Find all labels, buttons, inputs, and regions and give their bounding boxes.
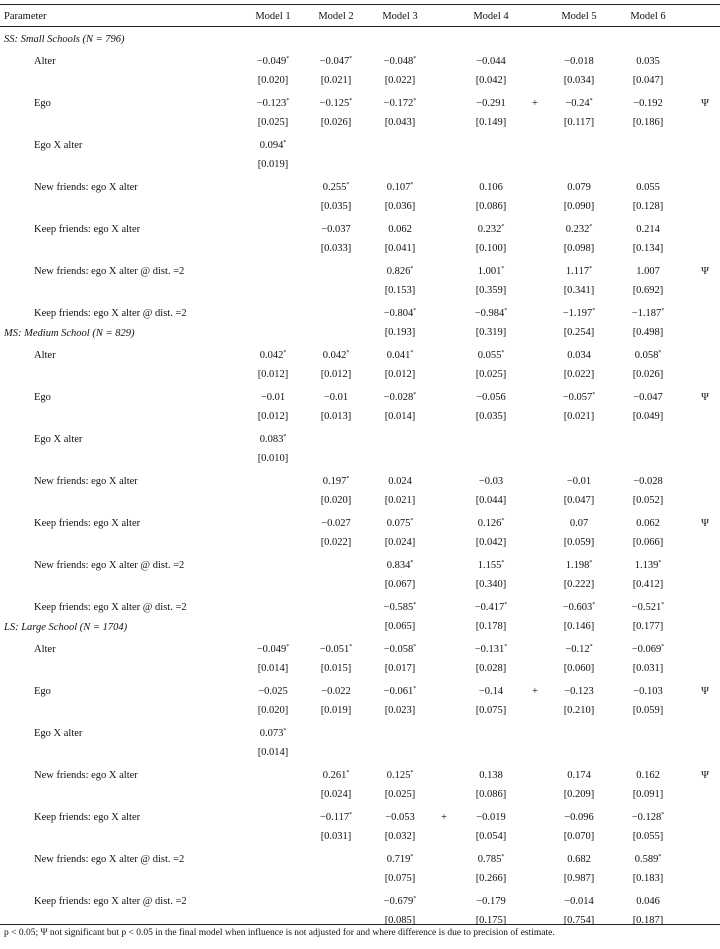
table-top-rule — [0, 4, 720, 5]
estimate-cell: −0.128* — [631, 812, 665, 823]
estimate-cell: −0.103 — [633, 686, 663, 697]
std-error-cell: [0.021] — [320, 75, 352, 86]
header-model: Model 1 — [255, 11, 291, 22]
std-error-cell: [0.044] — [475, 495, 507, 506]
std-error-cell: [0.070] — [563, 831, 595, 842]
estimate-cell: −0.521* — [631, 602, 665, 613]
estimate-cell: −0.24* — [565, 98, 593, 109]
header-model: Model 4 — [473, 11, 509, 22]
estimate-cell: 1.117* — [565, 266, 593, 277]
std-error-cell: [0.036] — [384, 201, 416, 212]
estimate-cell: 0.785* — [477, 854, 505, 865]
estimate-cell: 0.214 — [636, 224, 660, 235]
estimate-cell: 0.255* — [322, 182, 350, 193]
std-error-cell: [0.026] — [632, 369, 664, 380]
estimate-cell: −0.047 — [633, 392, 663, 403]
std-error-cell: [0.020] — [320, 495, 352, 506]
std-error-cell: [0.012] — [320, 369, 352, 380]
estimate-cell: −0.12* — [565, 644, 593, 655]
std-error-cell: [0.222] — [563, 579, 595, 590]
std-error-cell: [0.209] — [563, 789, 595, 800]
std-error-cell: [0.187] — [632, 915, 664, 926]
std-error-cell: [0.412] — [632, 579, 664, 590]
std-error-cell: [0.019] — [320, 705, 352, 716]
estimate-cell: 0.041* — [386, 350, 414, 361]
estimate-cell: 0.125* — [386, 770, 414, 781]
estimate-cell: 0.079 — [567, 182, 591, 193]
std-error-cell: [0.091] — [632, 789, 664, 800]
estimate-cell: 1.198* — [565, 560, 593, 571]
row-label: New friends: ego X alter @ dist. =2 — [34, 854, 185, 865]
header-model: Model 3 — [382, 11, 418, 22]
estimate-cell: −0.051* — [319, 644, 353, 655]
std-error-cell: [0.987] — [563, 873, 595, 884]
estimate-cell: 0.055* — [477, 350, 505, 361]
table-header-rule — [0, 26, 720, 27]
std-error-cell: [0.047] — [563, 495, 595, 506]
row-label: New friends: ego X alter — [34, 770, 138, 781]
estimate-cell: −0.679* — [383, 896, 417, 907]
estimate-cell: −0.117* — [319, 812, 353, 823]
std-error-cell: [0.341] — [563, 285, 595, 296]
estimate-cell: 0.034 — [567, 350, 591, 361]
estimate-cell: −0.037 — [321, 224, 351, 235]
std-error-cell: [0.023] — [384, 705, 416, 716]
row-label: Keep friends: ego X alter — [34, 812, 141, 823]
std-error-cell: [0.117] — [563, 117, 595, 128]
estimate-cell: 0.834* — [386, 560, 414, 571]
row-label: Keep friends: ego X alter @ dist. =2 — [34, 896, 187, 907]
std-error-cell: [0.012] — [384, 369, 416, 380]
estimate-cell: −0.172* — [383, 98, 417, 109]
table-footnote: p < 0.05; Ψ not significant but p < 0.05 in the final model when influence is not adjusted for and where difference is due to precision of estimate. — [4, 928, 555, 938]
estimate-cell: −0.019 — [476, 812, 506, 823]
std-error-cell: [0.254] — [563, 327, 595, 338]
estimate-cell: 0.055 — [636, 182, 660, 193]
row-label: New friends: ego X alter @ dist. =2 — [34, 560, 185, 571]
row-label: Alter — [34, 644, 56, 655]
estimate-cell: 0.083* — [259, 434, 287, 445]
difference-marker: + — [532, 98, 538, 109]
estimate-cell: 0.682 — [567, 854, 591, 865]
std-error-cell: [0.033] — [320, 243, 352, 254]
estimate-cell: −0.014 — [564, 896, 594, 907]
row-label: New friends: ego X alter — [34, 476, 138, 487]
estimate-cell: −0.047* — [319, 56, 353, 67]
std-error-cell: [0.047] — [632, 75, 664, 86]
estimate-cell: −0.027 — [321, 518, 351, 529]
estimate-cell: 0.232* — [477, 224, 505, 235]
estimate-cell: −0.096 — [564, 812, 594, 823]
estimate-cell: −0.804* — [383, 308, 417, 319]
std-error-cell: [0.153] — [384, 285, 416, 296]
std-error-cell: [0.031] — [632, 663, 664, 674]
std-error-cell: [0.100] — [475, 243, 507, 254]
estimate-cell: −0.028 — [633, 476, 663, 487]
std-error-cell: [0.754] — [563, 915, 595, 926]
psi-marker: Ψ — [701, 770, 709, 781]
estimate-cell: 0.042* — [322, 350, 350, 361]
estimate-cell: 1.155* — [477, 560, 505, 571]
std-error-cell: [0.266] — [475, 873, 507, 884]
std-error-cell: [0.014] — [257, 747, 289, 758]
std-error-cell: [0.024] — [320, 789, 352, 800]
std-error-cell: [0.183] — [632, 873, 664, 884]
estimate-cell: −0.01 — [323, 392, 349, 403]
std-error-cell: [0.146] — [563, 621, 595, 632]
std-error-cell: [0.025] — [257, 117, 289, 128]
row-label: Alter — [34, 350, 56, 361]
estimate-cell: −0.03 — [478, 476, 504, 487]
header-parameter: Parameter — [4, 11, 47, 22]
estimate-cell: 0.126* — [477, 518, 505, 529]
std-error-cell: [0.067] — [384, 579, 416, 590]
estimate-cell: 0.094* — [259, 140, 287, 151]
row-label: Keep friends: ego X alter — [34, 518, 141, 529]
std-error-cell: [0.086] — [475, 201, 507, 212]
estimate-cell: 0.719* — [386, 854, 414, 865]
estimate-cell: 0.035 — [636, 56, 660, 67]
std-error-cell: [0.022] — [320, 537, 352, 548]
row-label: Ego — [34, 98, 51, 109]
estimate-cell: −0.022 — [321, 686, 351, 697]
section-title: MS: Medium School (N = 829) — [4, 328, 135, 339]
estimate-cell: −0.028* — [383, 392, 417, 403]
estimate-cell: −0.01 — [566, 476, 592, 487]
estimate-cell: −0.048* — [383, 56, 417, 67]
estimate-cell: −0.01 — [260, 392, 286, 403]
std-error-cell: [0.193] — [384, 327, 416, 338]
estimate-cell: −0.192 — [633, 98, 663, 109]
std-error-cell: [0.020] — [257, 75, 289, 86]
estimate-cell: 0.062 — [636, 518, 660, 529]
estimate-cell: 0.232* — [565, 224, 593, 235]
std-error-cell: [0.149] — [475, 117, 507, 128]
std-error-cell: [0.014] — [257, 663, 289, 674]
estimate-cell: −0.018 — [564, 56, 594, 67]
std-error-cell: [0.059] — [563, 537, 595, 548]
estimate-cell: −0.585* — [383, 602, 417, 613]
std-error-cell: [0.340] — [475, 579, 507, 590]
std-error-cell: [0.055] — [632, 831, 664, 842]
std-error-cell: [0.021] — [563, 411, 595, 422]
header-model: Model 6 — [630, 11, 666, 22]
std-error-cell: [0.022] — [563, 369, 595, 380]
psi-marker: Ψ — [701, 686, 709, 697]
std-error-cell: [0.020] — [257, 705, 289, 716]
std-error-cell: [0.060] — [563, 663, 595, 674]
estimate-cell: 0.589* — [634, 854, 662, 865]
row-label: Alter — [34, 56, 56, 67]
estimate-cell: 1.007 — [636, 266, 660, 277]
row-label: Ego X alter — [34, 728, 83, 739]
estimate-cell: −0.291 — [476, 98, 506, 109]
row-label: Ego X alter — [34, 434, 83, 445]
estimate-cell: −0.049* — [256, 644, 290, 655]
header-model: Model 5 — [561, 11, 597, 22]
std-error-cell: [0.025] — [475, 369, 507, 380]
psi-marker: Ψ — [701, 266, 709, 277]
estimate-cell: 0.073* — [259, 728, 287, 739]
std-error-cell: [0.028] — [475, 663, 507, 674]
psi-marker: Ψ — [701, 98, 709, 109]
header-model: Model 2 — [318, 11, 354, 22]
std-error-cell: [0.065] — [384, 621, 416, 632]
row-label: Ego — [34, 686, 51, 697]
section-title: LS: Large School (N = 1704) — [4, 622, 128, 633]
std-error-cell: [0.042] — [475, 75, 507, 86]
std-error-cell: [0.035] — [475, 411, 507, 422]
row-label: Ego X alter — [34, 140, 83, 151]
std-error-cell: [0.026] — [320, 117, 352, 128]
std-error-cell: [0.085] — [384, 915, 416, 926]
std-error-cell: [0.031] — [320, 831, 352, 842]
row-label: Keep friends: ego X alter @ dist. =2 — [34, 602, 187, 613]
estimate-cell: −0.603* — [562, 602, 596, 613]
std-error-cell: [0.090] — [563, 201, 595, 212]
std-error-cell: [0.019] — [257, 159, 289, 170]
estimate-cell: 0.042* — [259, 350, 287, 361]
estimate-cell: −0.025 — [258, 686, 288, 697]
estimate-cell: 0.107* — [386, 182, 414, 193]
std-error-cell: [0.021] — [384, 495, 416, 506]
psi-marker: Ψ — [701, 518, 709, 529]
std-error-cell: [0.692] — [632, 285, 664, 296]
estimate-cell: −0.123* — [256, 98, 290, 109]
estimate-cell: 0.197* — [322, 476, 350, 487]
std-error-cell: [0.359] — [475, 285, 507, 296]
std-error-cell: [0.075] — [475, 705, 507, 716]
std-error-cell: [0.032] — [384, 831, 416, 842]
estimate-cell: 0.138 — [479, 770, 503, 781]
std-error-cell: [0.043] — [384, 117, 416, 128]
std-error-cell: [0.175] — [475, 915, 507, 926]
std-error-cell: [0.066] — [632, 537, 664, 548]
estimate-cell: −1.197* — [562, 308, 596, 319]
std-error-cell: [0.025] — [384, 789, 416, 800]
estimate-cell: −0.058* — [383, 644, 417, 655]
estimate-cell: 1.139* — [634, 560, 662, 571]
std-error-cell: [0.012] — [257, 369, 289, 380]
std-error-cell: [0.098] — [563, 243, 595, 254]
estimate-cell: −0.417* — [474, 602, 508, 613]
estimate-cell: 0.058* — [634, 350, 662, 361]
estimate-cell: 0.174 — [567, 770, 591, 781]
estimate-cell: 0.062 — [388, 224, 412, 235]
estimate-cell: −1.187* — [631, 308, 665, 319]
std-error-cell: [0.177] — [632, 621, 664, 632]
std-error-cell: [0.013] — [320, 411, 352, 422]
std-error-cell: [0.010] — [257, 453, 289, 464]
std-error-cell: [0.319] — [475, 327, 507, 338]
std-error-cell: [0.086] — [475, 789, 507, 800]
psi-marker: Ψ — [701, 392, 709, 403]
std-error-cell: [0.498] — [632, 327, 664, 338]
estimate-cell: −0.123 — [564, 686, 594, 697]
difference-marker: + — [532, 686, 538, 697]
std-error-cell: [0.178] — [475, 621, 507, 632]
estimate-cell: −0.131* — [474, 644, 508, 655]
row-label: Keep friends: ego X alter @ dist. =2 — [34, 308, 187, 319]
std-error-cell: [0.059] — [632, 705, 664, 716]
std-error-cell: [0.210] — [563, 705, 595, 716]
std-error-cell: [0.054] — [475, 831, 507, 842]
std-error-cell: [0.041] — [384, 243, 416, 254]
estimate-cell: −0.179 — [476, 896, 506, 907]
section-title: SS: Small Schools (N = 796) — [4, 34, 125, 45]
std-error-cell: [0.128] — [632, 201, 664, 212]
std-error-cell: [0.134] — [632, 243, 664, 254]
std-error-cell: [0.035] — [320, 201, 352, 212]
estimate-cell: 0.826* — [386, 266, 414, 277]
estimate-cell: −0.14 — [478, 686, 504, 697]
estimate-cell: −0.984* — [474, 308, 508, 319]
estimate-cell: 1.001* — [477, 266, 505, 277]
std-error-cell: [0.186] — [632, 117, 664, 128]
row-label: New friends: ego X alter — [34, 182, 138, 193]
estimate-cell: 0.046 — [636, 896, 660, 907]
estimate-cell: −0.049* — [256, 56, 290, 67]
std-error-cell: [0.015] — [320, 663, 352, 674]
row-label: Keep friends: ego X alter — [34, 224, 141, 235]
estimate-cell: 0.261* — [322, 770, 350, 781]
estimate-cell: −0.044 — [476, 56, 506, 67]
estimate-cell: −0.061* — [383, 686, 417, 697]
estimate-cell: 0.162 — [636, 770, 660, 781]
estimate-cell: −0.069* — [631, 644, 665, 655]
estimate-cell: −0.057* — [562, 392, 596, 403]
std-error-cell: [0.012] — [257, 411, 289, 422]
estimate-cell: 0.075* — [386, 518, 414, 529]
std-error-cell: [0.075] — [384, 873, 416, 884]
estimate-cell: 0.024 — [388, 476, 412, 487]
std-error-cell: [0.022] — [384, 75, 416, 86]
std-error-cell: [0.014] — [384, 411, 416, 422]
std-error-cell: [0.049] — [632, 411, 664, 422]
estimate-cell: 0.106 — [479, 182, 503, 193]
std-error-cell: [0.034] — [563, 75, 595, 86]
difference-marker: + — [441, 812, 447, 823]
std-error-cell: [0.017] — [384, 663, 416, 674]
estimate-cell: 0.07 — [569, 518, 589, 529]
std-error-cell: [0.052] — [632, 495, 664, 506]
estimate-cell: −0.056 — [476, 392, 506, 403]
std-error-cell: [0.024] — [384, 537, 416, 548]
row-label: New friends: ego X alter @ dist. =2 — [34, 266, 185, 277]
estimate-cell: −0.125* — [319, 98, 353, 109]
row-label: Ego — [34, 392, 51, 403]
estimate-cell: −0.053 — [385, 812, 415, 823]
std-error-cell: [0.042] — [475, 537, 507, 548]
